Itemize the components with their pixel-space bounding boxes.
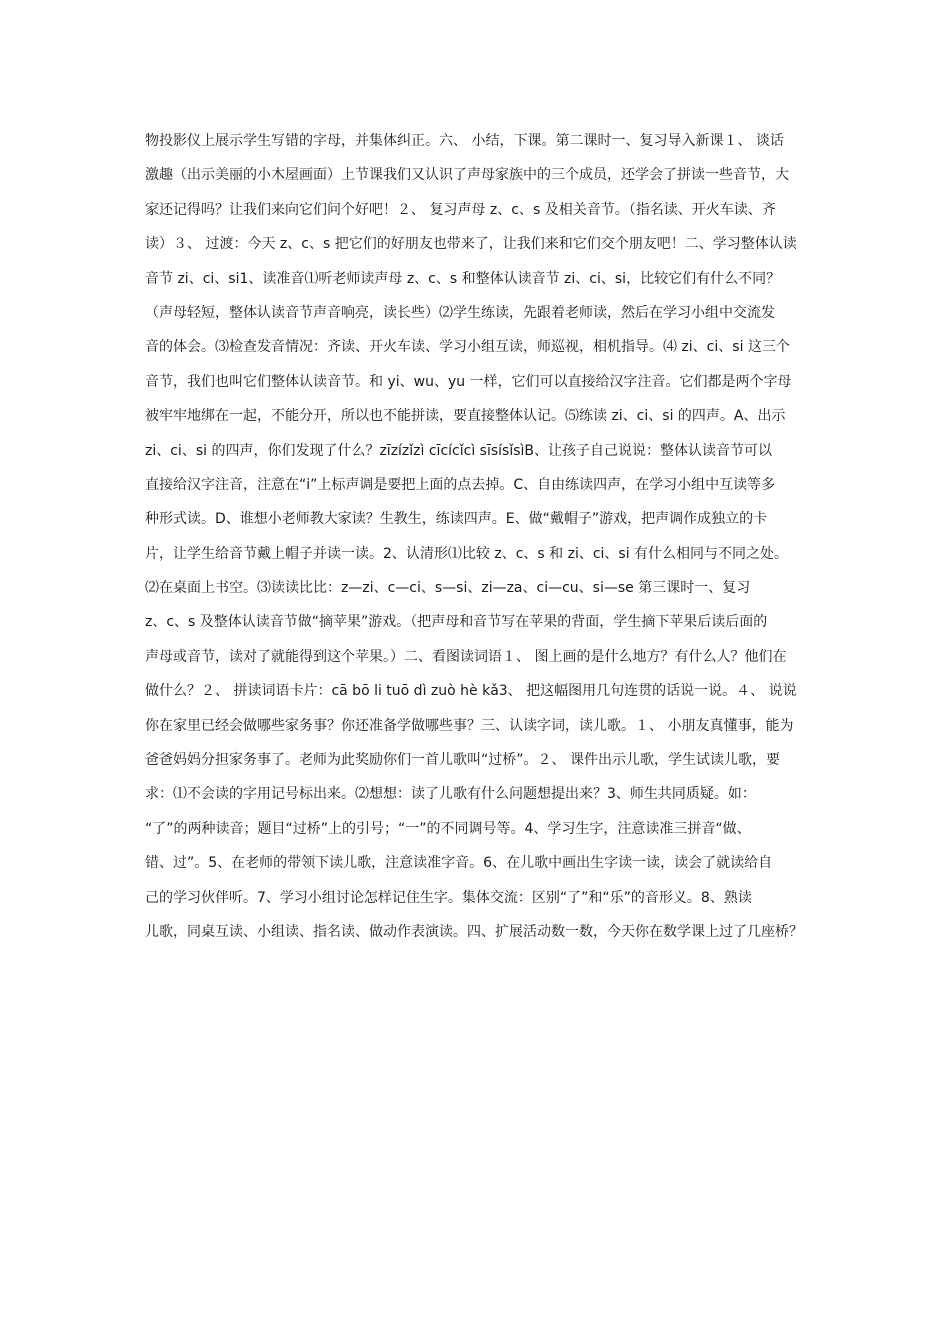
text-line: 种形式读。D、谁想小老师教大家读？生教生，练读四声。E、做“戴帽子”游戏，把声调作成独立的卡: [145, 511, 768, 528]
text-line: 儿歌，同桌互读、小组读、指名读、做动作表演读。四、扩展活动数一数，今天你在数学课上过了几座桥？: [145, 923, 803, 940]
text-line: 音节 zi、ci、si1、读准音⑴听老师读声母 z、c、s 和整体认读音节 zi、ci、si，比较它们有什么不同？: [145, 270, 781, 287]
text-line: （声母轻短，整体认读音节声音响亮，读长些）⑵学生练读，先跟着老师读，然后在学习小组中交流发: [145, 304, 775, 321]
text-line: 你在家里已经会做哪些家务事？你还准备学做哪些事？三、认读字词，读儿歌。１、 小朋友真懂事，能为: [145, 717, 794, 734]
text-line: 做什么？２、 拼读词语卡片：cā bō li tuō dì zuò hè kǎ3、 把这幅图用几句连贯的话说一说。４、 说说: [145, 683, 797, 700]
document-body: [145, 124, 825, 949]
text-line: 音的体会。⑶检查发音情况：齐读、开火车读、学习小组互读，师巡视，相机指导。⑷ zi、ci、si 这三个: [145, 339, 790, 356]
text-line: 直接给汉字注音，注意在“i”上标声调是要把上面的点去掉。C、自由练读四声，在学习小组中互读等多: [145, 476, 776, 493]
text-line: zi、ci、si 的四声，你们发现了什么？zīzízǐzì cīcícǐcì sīsísǐsìB、让孩子自己说说：整体认读音节可以: [145, 442, 772, 459]
text-line: 读）３、 过渡：今天 z、c、s 把它们的好朋友也带来了，让我们来和它们交个朋友吧！二、学习整体认读: [145, 236, 797, 253]
text-line: 片，让学生给音节戴上帽子并读一读。2、认清形⑴比较 z、c、s 和 zi、ci、si 有什么相同与不同之处。: [145, 545, 789, 562]
text-line: 错、过”。5、在老师的带领下读儿歌，注意读准字音。6、在儿歌中画出生字读一读，读会了就读给自: [145, 855, 773, 872]
text-line: “了”的两种读音；题目“过桥”上的引号；“一”的不同调号等。4、学习生字，注意读准三拼音“做、: [145, 820, 751, 837]
text-line: ⑵在桌面上书空。⑶读读比比：z—zi、c—ci、s—si、zi—za、ci—cu、si—se 第三课时一、复习: [145, 580, 751, 597]
text-line: 激趣（出示美丽的小木屋画面）上节课我们又认识了声母家族中的三个成员，还学会了拼读一些音节，大: [145, 167, 789, 184]
text-line: 己的学习伙伴听。7、学习小组讨论怎样记住生字。集体交流：区别“了”和“乐”的音形义。8、熟读: [145, 889, 752, 906]
text-line: z、c、s 及整体认读音节做“摘苹果”游戏。（把声母和音节写在苹果的背面，学生摘下苹果后读后面的: [145, 614, 768, 631]
text-line: 爸爸妈妈分担家务事了。老师为此奖励你们一首儿歌叫“过桥”。２、 课件出示儿歌，学生试读儿歌，要: [145, 752, 780, 769]
text-line: 声母或音节，读对了就能得到这个苹果。）二、看图读词语１、 图上画的是什么地方？有什么人？他们在: [145, 648, 787, 665]
text-line: 求：⑴不会读的字用记号标出来。⑵想想：读了儿歌有什么问题想提出来？3、师生共同质疑。如：: [145, 786, 756, 803]
text-line: 音节，我们也叫它们整体认读音节。和 yi、wu、yu 一样，它们可以直接给汉字注音。它们都是两个字母: [145, 373, 792, 390]
text-line: 家还记得吗？让我们来向它们问个好吧！２、 复习声母 z、c、s 及相关音节。（指名读、开火车读、齐: [145, 201, 776, 218]
text-line: 被牢牢地绑在一起，不能分开，所以也不能拼读，要直接整体认记。⑸练读 zi、ci、si 的四声。A、出示: [145, 408, 786, 425]
text-line: 物投影仪上展示学生写错的字母，并集体纠正。六、 小结，下课。第二课时一、复习导入新课１、 谈话: [145, 133, 784, 149]
